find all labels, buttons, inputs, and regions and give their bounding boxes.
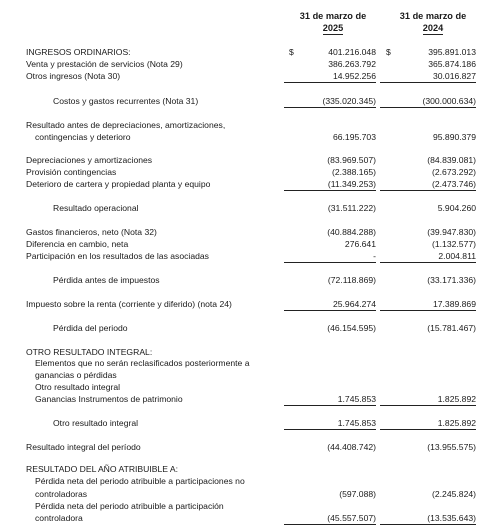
header-2025 (288, 10, 378, 35)
value-2024: 30.016.827 (394, 71, 476, 82)
row-label: Otros ingresos (Nota 30) (26, 71, 121, 81)
currency-symbol-2024: $ (386, 47, 391, 57)
value-2024: (13.955.575) (427, 442, 476, 452)
value-2024: 5.904.260 (437, 203, 476, 213)
value-2024: (84.839.081) (427, 155, 476, 165)
row-label: OTRO RESULTADO INTEGRAL: (26, 347, 153, 357)
row-label: Pérdida neta del periodo atribuible a participaciones no (35, 476, 245, 486)
row-label: Otro resultado integral (53, 418, 139, 428)
header-2024-line2: 2024 (422, 23, 444, 33)
value-2024: 395.891.013 (428, 47, 476, 57)
row-label: Costos y gastos recurrentes (Nota 31) (53, 96, 199, 106)
header-2024-line1: 31 de marzo de (399, 11, 467, 21)
value-2025: 66.195.703 (332, 132, 376, 142)
currency-symbol-2025: $ (289, 47, 294, 57)
header-2024 (387, 10, 479, 35)
header-2025-line1: 31 de marzo de (299, 11, 367, 21)
row-label: Ganancias Instrumentos de patrimonio (35, 394, 183, 404)
value-2024: 1.825.892 (394, 418, 476, 429)
row-label: Gastos financieros, neto (Nota 32) (26, 227, 157, 237)
value-2025: 1.745.853 (300, 394, 376, 405)
value-2025: (11.349.253) (300, 179, 376, 190)
value-2024: 2.004.811 (394, 251, 476, 262)
row-label: controladoras (35, 489, 88, 499)
value-2024: (1.132.577) (432, 239, 476, 249)
value-2024: 95.890.379 (432, 132, 476, 142)
value-2025: (83.969.507) (327, 155, 376, 165)
row-label: Pérdida antes de impuestos (53, 275, 160, 285)
value-2025: (2.388.165) (332, 167, 376, 177)
header-2025-line2: 2025 (322, 23, 344, 33)
value-2025: (46.154.595) (327, 323, 376, 333)
value-2025: 1.745.853 (300, 418, 376, 429)
value-2024: 17.389.869 (394, 299, 476, 310)
row-label: Diferencia en cambio, neta (26, 239, 129, 249)
value-2024: (2.245.824) (432, 489, 476, 499)
value-2024: (300.000.634) (394, 96, 476, 107)
value-2024: (39.947.830) (427, 227, 476, 237)
value-2025: - (300, 251, 376, 262)
row-label: Resultado integral del período (26, 442, 141, 452)
row-label: Participación en los resultados de las asociadas (26, 251, 209, 261)
row-label: Resultado operacional (53, 203, 139, 213)
value-2025: 25.964.274 (300, 299, 376, 310)
value-2025: (40.884.288) (327, 227, 376, 237)
value-2024: 1.825.892 (394, 394, 476, 405)
value-2025: (31.511.222) (327, 203, 376, 213)
value-2025: 386.263.792 (328, 59, 376, 69)
row-label: INGRESOS ORDINARIOS: (26, 47, 131, 57)
row-label: Venta y prestación de servicios (Nota 29) (26, 59, 183, 69)
row-label: Resultado antes de depreciaciones, amortizaciones, (26, 120, 226, 130)
value-2024: 365.874.186 (428, 59, 476, 69)
row-label: Pérdida del periodo (53, 323, 128, 333)
row-label: Pérdida neta del periodo atribuible a participación (35, 501, 224, 511)
value-2024: (2.473.746) (394, 179, 476, 190)
row-label: Elementos que no serán reclasificados posteriormente a (35, 358, 250, 368)
row-label: Deterioro de cartera y propiedad planta y equipo (26, 179, 211, 189)
value-2024: (13.535.643) (394, 513, 476, 524)
value-2025: (45.557.507) (300, 513, 376, 524)
value-2025: (44.408.742) (327, 442, 376, 452)
value-2025: (72.118.869) (327, 275, 376, 285)
row-label: Depreciaciones y amortizaciones (26, 155, 153, 165)
row-label: Otro resultado integral (35, 382, 121, 392)
value-2024: (15.781.467) (427, 323, 476, 333)
row-label: Provisión contingencias (26, 167, 117, 177)
row-label: controladora (35, 513, 83, 523)
row-label-continued: contingencias y deterioro (35, 132, 131, 142)
value-2025: 14.952.256 (300, 71, 376, 82)
row-label: ganancias o pérdidas (35, 370, 117, 380)
value-2025: 401.216.048 (328, 47, 376, 57)
row-label: Impuesto sobre la renta (corriente y diferido) (nota 24) (26, 299, 232, 309)
value-2025: (335.020.345) (300, 96, 376, 107)
row-label: RESULTADO DEL AÑO ATRIBUIBLE A: (26, 464, 179, 474)
value-2024: (2.673.292) (432, 167, 476, 177)
value-2024: (33.171.336) (427, 275, 476, 285)
value-2025: (597.088) (339, 489, 376, 499)
value-2025: 276.641 (344, 239, 376, 249)
